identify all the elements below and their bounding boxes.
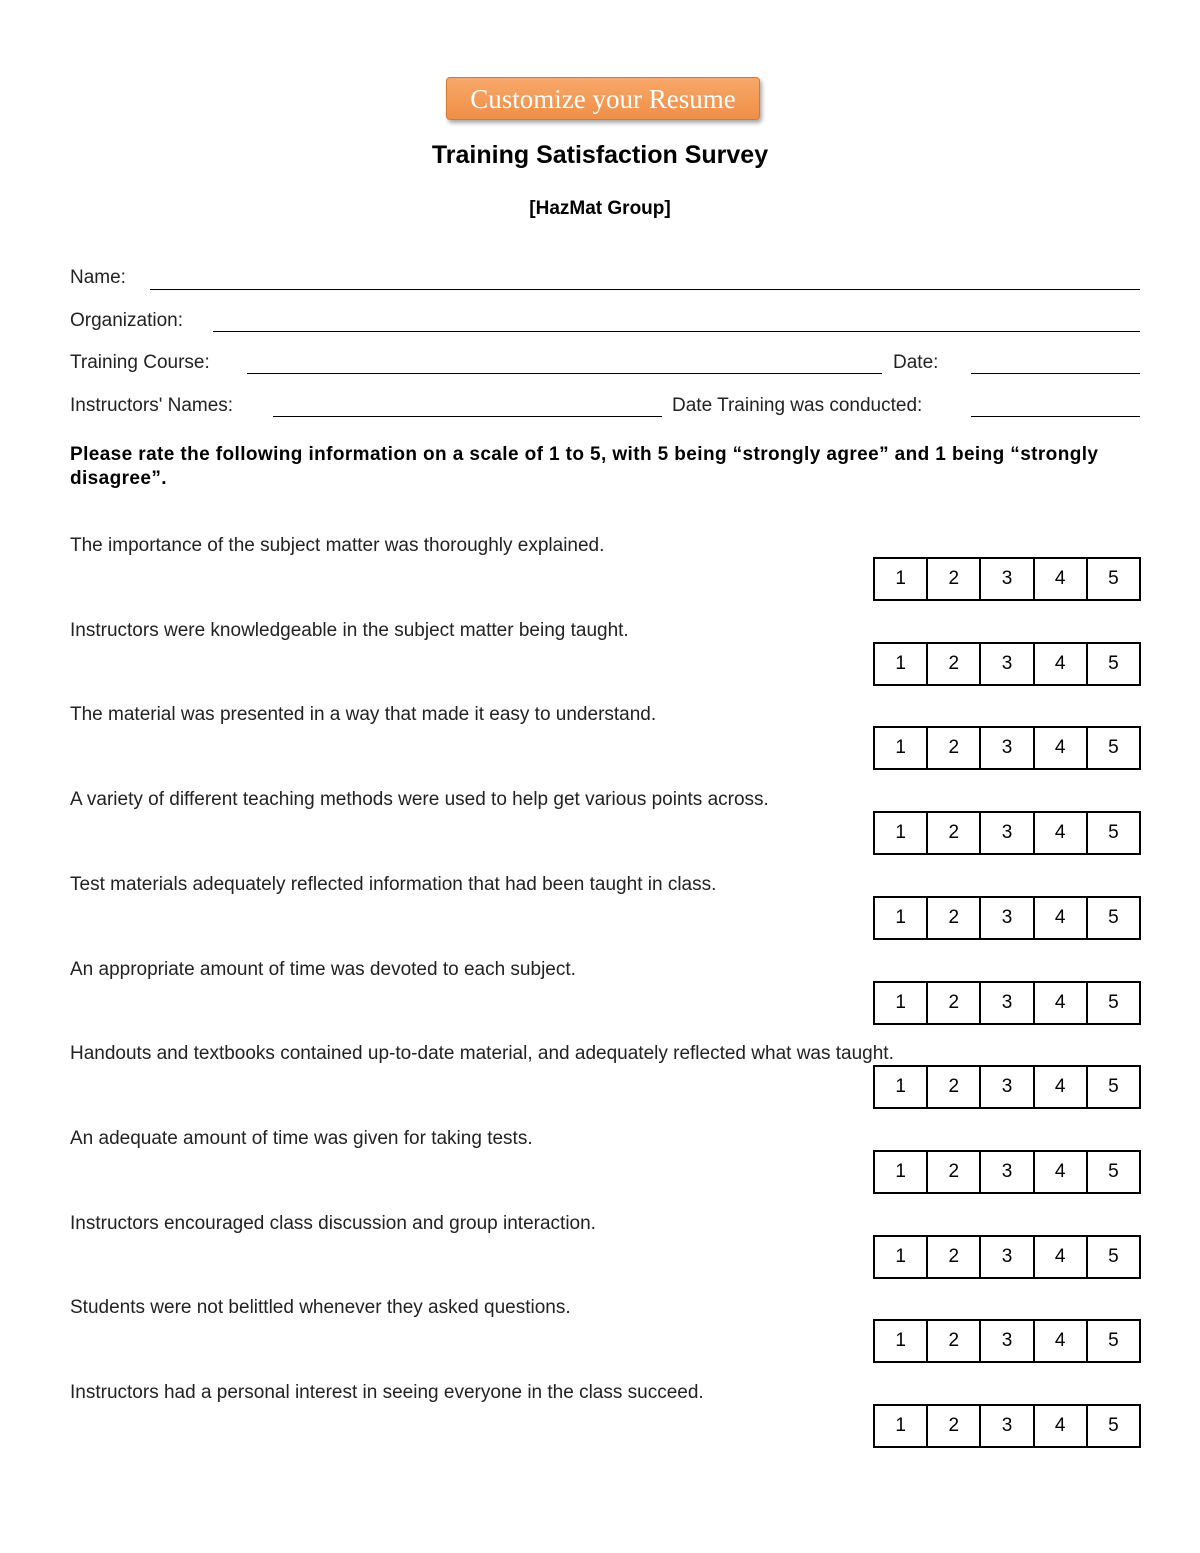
rating-option[interactable]: 4 xyxy=(1033,813,1086,853)
date-conducted-label: Date Training was conducted: xyxy=(672,395,923,416)
rating-option[interactable]: 4 xyxy=(1033,559,1086,599)
rating-option[interactable]: 1 xyxy=(895,1161,906,1182)
rating-scale xyxy=(873,557,1141,601)
rating-option[interactable]: 4 xyxy=(1033,898,1086,938)
rating-option[interactable]: 1 xyxy=(895,1076,906,1097)
rating-option[interactable]: 4 xyxy=(1033,1237,1086,1277)
rating-scale xyxy=(873,1319,1141,1363)
organization-field[interactable] xyxy=(213,331,1140,332)
question-text: The importance of the subject matter was thoroughly explained. xyxy=(70,535,605,556)
rating-option[interactable]: 2 xyxy=(926,1152,979,1192)
rating-scale xyxy=(873,981,1141,1025)
rating-option[interactable]: 5 xyxy=(1086,559,1139,599)
name-label: Name: xyxy=(70,267,126,288)
rating-option[interactable]: 3 xyxy=(979,898,1032,938)
date-conducted-field[interactable] xyxy=(971,416,1140,417)
question-text: An appropriate amount of time was devoted to each subject. xyxy=(70,959,576,980)
question-text: Students were not belittled whenever they asked questions. xyxy=(70,1297,571,1318)
question-text: Handouts and textbooks contained up-to-date material, and adequately reflected what was taught. xyxy=(70,1043,894,1064)
rating-option[interactable]: 3 xyxy=(979,1237,1032,1277)
rating-option[interactable]: 1 xyxy=(895,568,906,589)
rating-option[interactable]: 3 xyxy=(979,983,1032,1023)
rating-option[interactable]: 2 xyxy=(926,559,979,599)
rating-option[interactable]: 1 xyxy=(895,907,906,928)
rating-scale xyxy=(873,1404,1141,1448)
rating-option[interactable]: 4 xyxy=(1033,1406,1086,1446)
rating-option[interactable]: 1 xyxy=(895,1330,906,1351)
rating-option[interactable]: 2 xyxy=(926,898,979,938)
rating-option[interactable]: 4 xyxy=(1033,1321,1086,1361)
question-text: Instructors had a personal interest in seeing everyone in the class succeed. xyxy=(70,1382,704,1403)
page-title: Training Satisfaction Survey xyxy=(431,141,769,169)
rating-option[interactable]: 5 xyxy=(1086,644,1139,684)
rating-instructions: Please rate the following information on a scale of 1 to 5, with 5 being “strongly agree” and 1 being “strongly disagree”. xyxy=(70,444,1099,489)
rating-option[interactable]: 1 xyxy=(895,1415,906,1436)
question-text: Test materials adequately reflected information that had been taught in class. xyxy=(70,874,717,895)
rating-option[interactable]: 2 xyxy=(926,813,979,853)
question-text: Instructors encouraged class discussion and group interaction. xyxy=(70,1213,596,1234)
rating-option[interactable]: 3 xyxy=(979,1321,1032,1361)
rating-option[interactable]: 5 xyxy=(1086,983,1139,1023)
rating-option[interactable]: 4 xyxy=(1033,983,1086,1023)
rating-scale xyxy=(873,896,1141,940)
rating-option[interactable]: 5 xyxy=(1086,1406,1139,1446)
rating-option[interactable]: 1 xyxy=(895,822,906,843)
rating-option[interactable]: 4 xyxy=(1033,728,1086,768)
training-course-field[interactable] xyxy=(247,373,882,374)
rating-option[interactable]: 4 xyxy=(1033,1067,1086,1107)
rating-scale xyxy=(873,1150,1141,1194)
rating-option[interactable]: 3 xyxy=(979,813,1032,853)
rating-option[interactable]: 4 xyxy=(1033,1152,1086,1192)
question-text: An adequate amount of time was given for taking tests. xyxy=(70,1128,533,1149)
rating-option[interactable]: 2 xyxy=(926,983,979,1023)
rating-option[interactable]: 2 xyxy=(926,644,979,684)
organization-label: Organization: xyxy=(70,310,184,331)
customize-resume-button[interactable]: Customize your Resume xyxy=(446,77,760,120)
rating-option[interactable]: 3 xyxy=(979,1067,1032,1107)
rating-option[interactable]: 1 xyxy=(895,737,906,758)
rating-option[interactable]: 1 xyxy=(895,1246,906,1267)
rating-option[interactable]: 2 xyxy=(926,1321,979,1361)
rating-option[interactable]: 2 xyxy=(926,728,979,768)
rating-option[interactable]: 4 xyxy=(1033,644,1086,684)
rating-option[interactable]: 5 xyxy=(1086,813,1139,853)
rating-option[interactable]: 3 xyxy=(979,559,1032,599)
rating-option[interactable]: 5 xyxy=(1086,1067,1139,1107)
rating-scale xyxy=(873,1235,1141,1279)
question-text: Instructors were knowledgeable in the subject matter being taught. xyxy=(70,620,629,641)
rating-option[interactable]: 3 xyxy=(979,1406,1032,1446)
rating-option[interactable]: 2 xyxy=(926,1067,979,1107)
question-text: A variety of different teaching methods were used to help get various points across. xyxy=(70,789,769,810)
rating-option[interactable]: 1 xyxy=(895,992,906,1013)
rating-scale xyxy=(873,1065,1141,1109)
rating-option[interactable]: 5 xyxy=(1086,1237,1139,1277)
name-field[interactable] xyxy=(150,289,1140,290)
instructors-names-field[interactable] xyxy=(273,416,662,417)
rating-option[interactable]: 5 xyxy=(1086,728,1139,768)
rating-option[interactable]: 5 xyxy=(1086,1152,1139,1192)
training-course-label: Training Course: xyxy=(70,352,210,373)
rating-scale xyxy=(873,726,1141,770)
rating-option[interactable]: 2 xyxy=(926,1406,979,1446)
rating-scale xyxy=(873,642,1141,686)
page-subtitle: [HazMat Group] xyxy=(529,198,671,219)
rating-option[interactable]: 3 xyxy=(979,728,1032,768)
rating-scale xyxy=(873,811,1141,855)
rating-option[interactable]: 2 xyxy=(926,1237,979,1277)
instructors-names-label: Instructors' Names: xyxy=(70,395,234,416)
rating-option[interactable]: 5 xyxy=(1086,898,1139,938)
question-text: The material was presented in a way that made it easy to understand. xyxy=(70,704,657,725)
date-label: Date: xyxy=(893,352,939,373)
rating-option[interactable]: 3 xyxy=(979,1152,1032,1192)
rating-option[interactable]: 1 xyxy=(895,653,906,674)
rating-option[interactable]: 3 xyxy=(979,644,1032,684)
rating-option[interactable]: 5 xyxy=(1086,1321,1139,1361)
date-field[interactable] xyxy=(971,373,1140,374)
